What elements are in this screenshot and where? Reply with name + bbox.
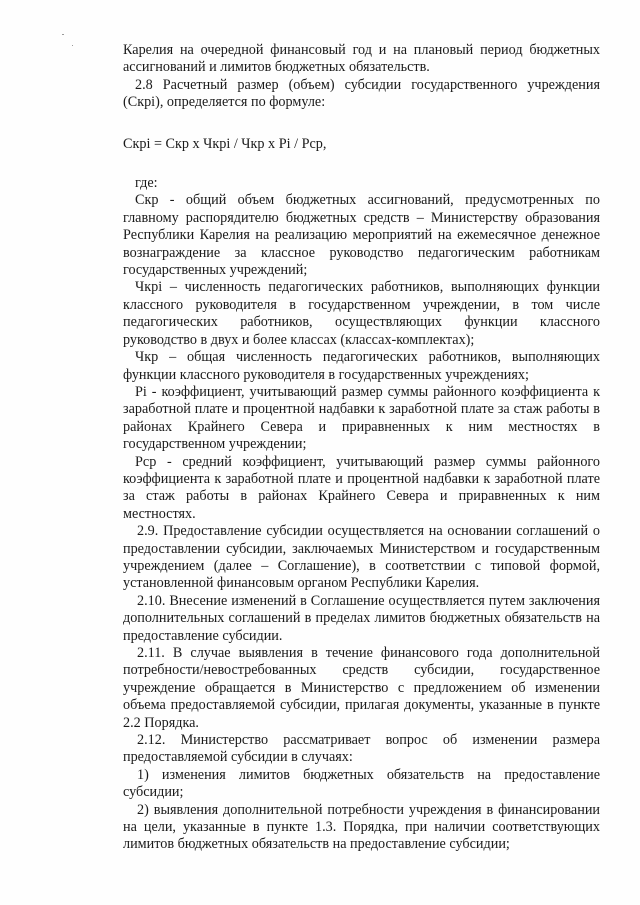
where-label: где: [135, 175, 158, 192]
list-item-1: 1) изменения лимитов бюджетных обязательств на предоставление субсидии; [123, 766, 600, 801]
scan-speck [72, 45, 73, 46]
paragraph-2-12: 2.12. Министерство рассматривает вопрос об изменении размера предоставляемой субсидии в случаях: [123, 732, 600, 766]
definition-chkri: Чкрi – численность педагогических работников, выполняющих функции классного руководителя в государственном учреждении, в том числе педагогических работников, осуществляющих функции классного руководство в двух и более классах (классах-комплектах); [123, 279, 600, 348]
paragraph-2-8: 2.8 Расчетный размер (объем) субсидии государственного учреждения (Cкрi), определяется по формуле: [123, 76, 600, 111]
definition-chkr: Чкр – общая численность педагогических работников, выполняющих функции классного руководителя в государственных учреждениях; [123, 349, 600, 383]
definition-pi: Pi - коэффициент, учитывающий размер суммы районного коэффициента к заработной плате и процентной надбавки к заработной плате за стаж работы в районах Крайнего Севера и приравненных к ним местностях в государственном учреждении; [123, 383, 600, 453]
scan-speck [62, 34, 64, 35]
document-body [123, 42, 600, 854]
paragraph-2-9: 2.9. Предоставление субсидии осуществляется на основании соглашений о предоставлении субсидии, заключаемых Министерством и государственным учреждением (далее – Соглашение), в соответствии с типовой формой, установленной финансовым органом Республики Карелия. [123, 523, 600, 592]
list-item-2: 2) выявления дополнительной потребности учреждения в финансировании на цели, указанные в пункте 1.3. Порядка, при наличии соответствующих лимитов бюджетных обязательств на предоставление субсидии; [123, 801, 600, 853]
paragraph-2-10: 2.10. Внесение изменений в Соглашение осуществляется путем заключения дополнительных соглашений в пределах лимитов бюджетных обязательств на предоставление субсидии. [123, 592, 600, 644]
paragraph-2-11: 2.11. В случае выявления в течение финансового года дополнительной потребности/невостребованных средств субсидии, государственное учреждение обращается в Министерство с предложением об изменении объема предоставляемой субсидии, прилагая документы, указанные в пункте 2.2 Порядка. [123, 645, 600, 731]
definition-pcp: Pcp - средний коэффициент, учитывающий размер суммы районного коэффициента к заработной плате и процентной надбавки к заработной плате за стаж работы в районах Крайнего Севера и приравненных к ним местностях. [123, 453, 600, 522]
formula: Cкрi = Cкр x Чкрi / Чкр x Pi / Pcp, [123, 135, 327, 152]
paragraph-top: Карелия на очередной финансовый год и на плановый период бюджетных ассигнований и лимитов бюджетных обязательств. [123, 42, 600, 76]
definition-skr: Скр - общий объем бюджетных ассигнований, предусмотренных по главному распорядителю бюджетных средств – Министерству образования Республики Карелия на реализацию мероприятий на ежемесячное денежное вознаграждение за классное руководство педагогическим работникам государственных учреждений; [123, 192, 600, 279]
